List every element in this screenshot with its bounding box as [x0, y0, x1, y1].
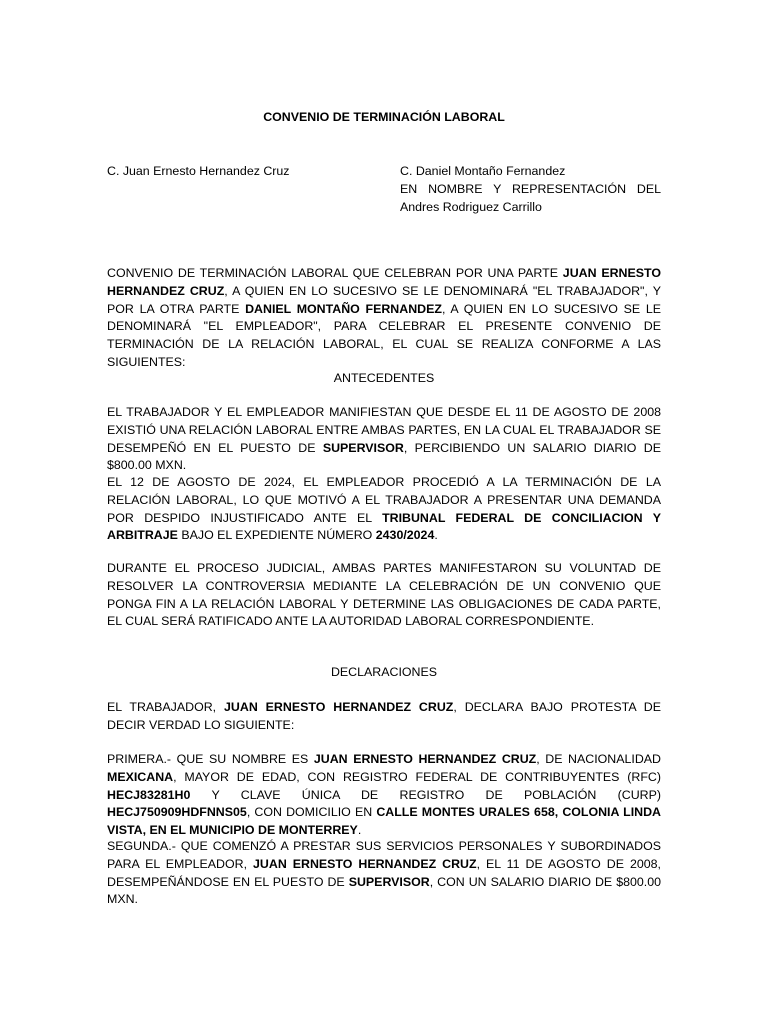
- declaraciones-heading: DECLARACIONES: [330, 665, 438, 679]
- antecedente-paragraph-1: [107, 404, 661, 475]
- text: CONVENIO DE TERMINACIÓN LABORAL QUE CELEBRAN POR UNA PARTE: [107, 266, 563, 280]
- party-employer-name: C. Daniel Montaño Fernandez: [400, 164, 566, 178]
- text: , DECLARA BAJO PROTESTA DE DECIR VERDAD LO SIGUIENTE:: [107, 700, 662, 732]
- party-worker: C. Juan Ernesto Hernandez Cruz: [107, 164, 290, 178]
- text: .: [357, 823, 362, 838]
- text: , CON UN SALARIO DIARIO DE $800.00 MXN.: [107, 874, 661, 907]
- antecedente-paragraph-3: DURANTE EL PROCESO JUDICIAL, AMBAS PARTES MANIFESTARON SU VOLUNTAD DE RESOLVER LA CONTROVERSIA MEDIANTE LA CELEBRACIÓN DE UN CONVENIO QUE PONGA FIN A LA RELACIÓN LABORAL Y DETERMINE LAS OBLIGACIONES DE CADA PARTE, EL CUAL SERÁ RATIFICADO ANTE LA AUTORIDAD LABORAL CORRESPONDIENTE.: [107, 561, 661, 629]
- document-title: CONVENIO DE TERMINACIÓN LABORAL: [263, 110, 505, 124]
- bold-text: JUAN ERNESTO HERNANDEZ CRUZ: [107, 266, 661, 298]
- bold-text: HECJ750909HDFNNS05: [107, 805, 247, 820]
- bold-text: JUAN ERNESTO HERNANDEZ CRUZ: [313, 752, 537, 766]
- bold-text: SUPERVISOR: [322, 440, 404, 455]
- bold-text: MEXICANA: [107, 769, 174, 784]
- text: PRIMERA.- QUE SU NOMBRE ES: [107, 752, 314, 766]
- text: , PERCIBIENDO UN SALARIO DIARIO DE $800.00 MXN.: [107, 440, 661, 473]
- bold-text: HECJ83281H0: [107, 787, 191, 802]
- text: BAJO EL EXPEDIENTE NÚMERO: [177, 528, 376, 543]
- text: EL TRABAJADOR Y EL EMPLEADOR MANIFIESTAN QUE DESDE EL 11 DE AGOSTO DE 2008 EXISTIÓ UNA RELACIÓN LABORAL ENTRE AMBAS PARTES, EN LA CUAL EL TRABAJADOR SE DESEMPEÑÓ EN EL PUESTO DE: [107, 405, 661, 455]
- text: , A QUIEN EN LO SUCESIVO SE LE DENOMINARÁ "EL TRABAJADOR", Y POR LA OTRA PARTE: [107, 283, 661, 316]
- text: SEGUNDA.- QUE COMENZÓ A PRESTAR SUS SERVICIOS PERSONALES Y SUBORDINADOS PARA EL EMPLEADOR,: [107, 839, 661, 871]
- text: EL 12 DE AGOSTO DE 2024, EL EMPLEADOR PROCEDIÓ A LA TERMINACIÓN DE LA RELACIÓN LABORAL, LO QUE MOTIVÓ A EL TRABAJADOR A PRESENTAR UNA DEMANDA POR DESPIDO INJUSTIFICADO ANTE EL: [107, 475, 661, 525]
- primera-declaration: [107, 751, 661, 840]
- text: EL TRABAJADOR,: [107, 700, 225, 714]
- text: , A QUIEN EN LO SUCESIVO SE LE DENOMINARÁ "EL EMPLEADOR", PARA CELEBRAR EL PRESENTE CONVENIO DE TERMINACIÓN DE LA RELACIÓN LABORAL, EL CUAL SE REALIZA CONFORME A LAS SIGUIENTES:: [107, 301, 662, 369]
- bold-text: TRIBUNAL FEDERAL DE CONCILIACION Y ARBITRAJE: [107, 510, 661, 543]
- bold-text: JUAN ERNESTO HERNANDEZ CRUZ: [224, 700, 454, 714]
- bold-text: DANIEL MONTAÑO FERNANDEZ: [245, 301, 442, 316]
- text: , DE NACIONALIDAD: [536, 752, 661, 766]
- intro-paragraph: [107, 265, 661, 372]
- antecedentes-heading: ANTECEDENTES: [333, 371, 435, 385]
- antecedente-paragraph-2: [107, 474, 661, 545]
- text: , EL 11 DE AGOSTO DE 2008, DESEMPEÑÁNDOSE EN EL PUESTO DE: [107, 856, 661, 889]
- text: , CON DOMICILIO EN: [246, 805, 377, 820]
- party-employer: [400, 162, 661, 216]
- text: , MAYOR DE EDAD, CON REGISTRO FEDERAL DE CONTRIBUYENTES (RFC): [173, 769, 661, 784]
- segunda-declaration: [107, 838, 661, 909]
- bold-text: 2430/2024: [375, 528, 435, 543]
- declaraciones-intro-paragraph: [107, 699, 661, 735]
- bold-text: SUPERVISOR: [348, 874, 430, 889]
- bold-text: JUAN ERNESTO HERNANDEZ CRUZ: [253, 856, 477, 871]
- text: Y CLAVE ÚNICA DE REGISTRO DE POBLACIÓN (CURP): [190, 787, 661, 802]
- bold-text: CALLE MONTES URALES 658, COLONIA LINDA VISTA, EN EL MUNICIPIO DE MONTERREY: [107, 805, 662, 838]
- party-employer-representation: EN NOMBRE Y REPRESENTACIÓN DEL Andres Rodriguez Carrillo: [400, 182, 661, 214]
- text: .: [434, 528, 438, 543]
